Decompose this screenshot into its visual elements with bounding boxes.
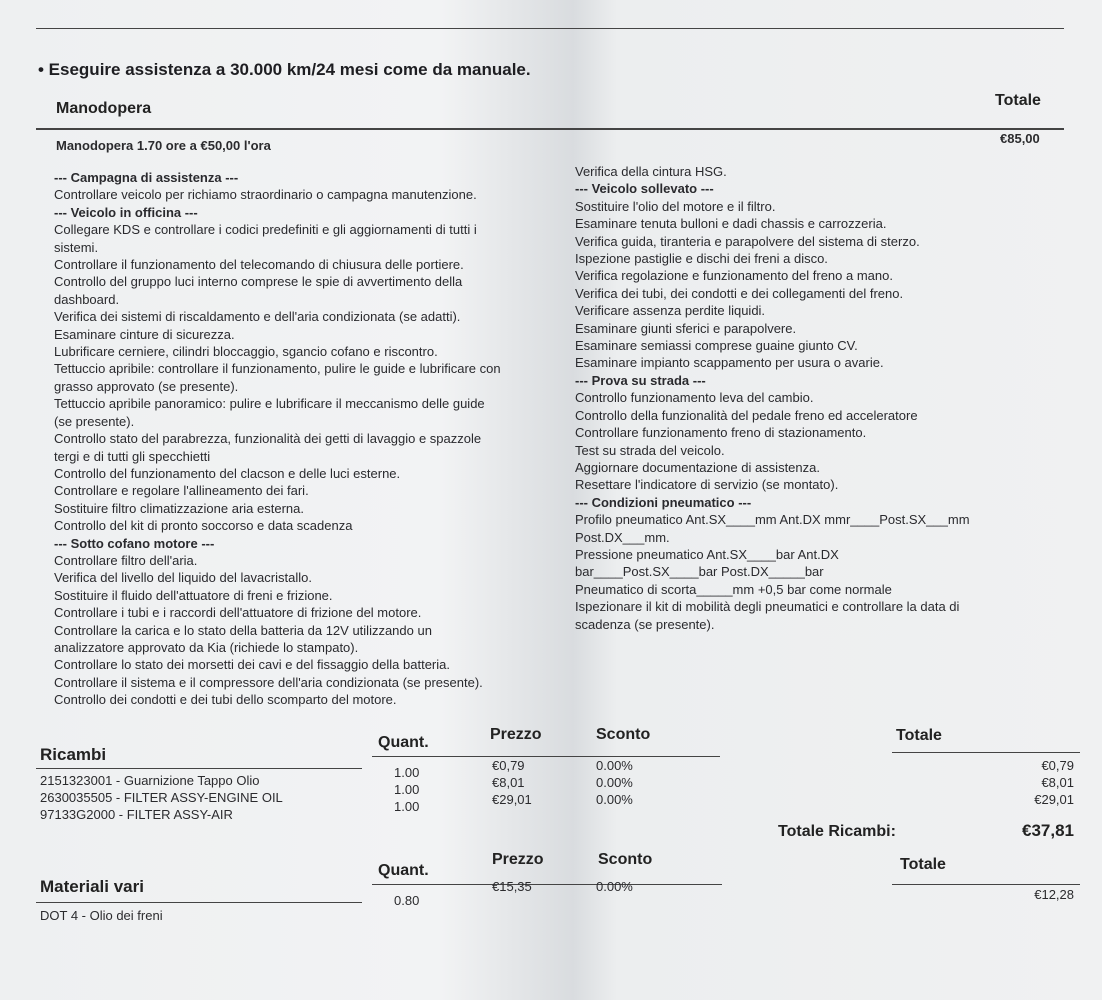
checklist-item: Verifica dei sistemi di riscaldamento e dell'aria condizionata (se adatti).: [54, 309, 461, 325]
materials-discount-column: [596, 878, 633, 895]
parts-qty-column: [394, 764, 419, 815]
parts-total-label: Totale Ricambi:: [778, 823, 896, 840]
labor-total: €85,00: [1000, 131, 1040, 146]
checklist-item: (se presente).: [54, 413, 135, 429]
materials-section-title: Materiali vari: [40, 877, 144, 896]
checklist-left-column: [54, 169, 501, 709]
checklist-item: Controllare filtro dell'aria.: [54, 552, 198, 568]
part-price: €0,79: [492, 758, 525, 773]
checklist-item: Collegare KDS e controllare i codici predefiniti e gli aggiornamenti di tutti i: [54, 222, 477, 238]
parts-col-quant: Quant.: [378, 734, 429, 751]
materials-total-column: [1034, 886, 1074, 903]
checklist-item: Verifica della cintura HSG.: [575, 164, 727, 179]
checklist-item: Ispezionare il kit di mobilità degli pneumatici e controllare la data di: [575, 599, 960, 615]
part-discount: 0.00%: [596, 775, 633, 790]
checklist-item: Tettuccio apribile panoramico: pulire e lubrificare il meccanismo delle guide: [54, 396, 485, 412]
parts-rule-mid: [372, 756, 720, 757]
part-description: 2151323001 - Guarnizione Tappo Olio: [40, 773, 260, 788]
parts-rule-right: [892, 752, 1080, 753]
checklist-section-heading: --- Sotto cofano motore ---: [54, 535, 215, 551]
top-rule: [36, 28, 1064, 29]
materials-desc-column: [40, 907, 163, 924]
part-quantity: 1.00: [394, 799, 420, 814]
parts-col-sconto: Sconto: [596, 726, 651, 743]
checklist-item: bar____Post.SX____bar Post.DX_____bar: [575, 564, 824, 580]
part-price: €29,01: [492, 792, 532, 807]
checklist-item: Controllo del gruppo luci interno comprese le spie di avvertimento della: [54, 274, 463, 290]
checklist-item: Ispezione pastiglie e dischi dei freni a disco.: [575, 251, 828, 267]
checklist-item: Post.DX___mm.: [575, 529, 670, 545]
parts-section-title: Ricambi: [40, 745, 107, 764]
checklist-item: Pressione pneumatico Ant.SX____bar Ant.DX: [575, 546, 839, 562]
checklist-item: Esaminare semiassi comprese guaine giunto CV.: [575, 338, 858, 354]
parts-total-value: €37,81: [1022, 821, 1074, 840]
checklist-item: Verifica guida, tiranteria e parapolvere del sistema di sterzo.: [575, 233, 920, 249]
checklist-item: Esaminare impianto scappamento per usura o avarie.: [575, 355, 884, 371]
part-quantity: 1.00: [394, 765, 420, 780]
checklist-item: Aggiornare documentazione di assistenza.: [575, 459, 820, 475]
parts-discount-column: [596, 757, 633, 808]
checklist-item: Controllo del funzionamento del clacson e delle luci esterne.: [54, 465, 401, 481]
labor-header-rule: [36, 128, 1064, 130]
checklist-section-heading: --- Veicolo sollevato ---: [575, 181, 714, 197]
checklist-item: Lubrificare cerniere, cilindri bloccaggio, sgancio cofano e riscontro.: [54, 344, 438, 360]
part-discount: 0.00%: [596, 792, 633, 807]
parts-col-prezzo: Prezzo: [490, 726, 542, 743]
materials-rule-right: [892, 884, 1080, 885]
checklist-item: Controllo stato del parabrezza, funzionalità dei getti di lavaggio e spazzole: [54, 431, 482, 447]
parts-total-column: [1034, 757, 1074, 808]
material-discount: 0.00%: [596, 879, 633, 894]
labor-section-label: Manodopera: [56, 100, 152, 117]
material-price: €15,35: [492, 879, 532, 894]
materials-col-totale: Totale: [900, 856, 946, 873]
checklist-item: Resettare l'indicatore di servizio (se montato).: [575, 477, 839, 493]
checklist-item: scadenza (se presente).: [575, 616, 715, 632]
materials-rule-left: [36, 902, 362, 903]
materials-col-sconto: Sconto: [598, 851, 653, 868]
checklist-item: dashboard.: [54, 291, 120, 307]
checklist-item: Controllare lo stato dei morsetti dei cavi e del fissaggio della batteria.: [54, 657, 450, 673]
checklist-item: Verificare assenza perdite liquidi.: [575, 303, 766, 319]
materials-price-column: [492, 878, 532, 895]
checklist-item: Controllo dei condotti e dei tubi dello scomparto del motore.: [54, 692, 397, 708]
checklist-section-heading: --- Condizioni pneumatico ---: [575, 494, 752, 510]
checklist-section-heading: --- Prova su strada ---: [575, 372, 706, 388]
checklist-item: sistemi.: [54, 239, 99, 255]
part-description: 97133G2000 - FILTER ASSY-AIR: [40, 807, 233, 822]
service-title: • Eseguire assistenza a 30.000 km/24 mesi come da manuale.: [38, 60, 531, 79]
parts-rule-left: [36, 768, 362, 769]
checklist-item: Sostituire filtro climatizzazione aria esterna.: [54, 500, 304, 516]
materials-col-quant: Quant.: [378, 862, 429, 879]
part-discount: 0.00%: [596, 758, 633, 773]
checklist-item: Controllare veicolo per richiamo straordinario o campagna manutenzione.: [54, 187, 477, 203]
parts-col-totale: Totale: [896, 727, 942, 744]
checklist-item: tergi e di tutti gli specchietti: [54, 448, 211, 464]
checklist-item: Controllare la carica e lo stato della batteria da 12V utilizzando un: [54, 622, 432, 638]
checklist-item: Controllare e regolare l'allineamento dei fari.: [54, 483, 309, 499]
checklist-item: Controllo funzionamento leva del cambio.: [575, 390, 814, 406]
checklist-item: Tettuccio apribile: controllare il funzionamento, pulire le guide e lubrificare con: [54, 361, 501, 377]
part-quantity: 1.00: [394, 782, 420, 797]
checklist-right-column: [575, 163, 970, 633]
part-price: €8,01: [492, 775, 525, 790]
materials-col-prezzo: Prezzo: [492, 851, 544, 868]
checklist-item: Controllare il funzionamento del telecomando di chiusura delle portiere.: [54, 257, 464, 273]
material-description: DOT 4 - Olio dei freni: [40, 908, 163, 923]
checklist-item: Esaminare cinture di sicurezza.: [54, 326, 235, 342]
checklist-item: Controllare funzionamento freno di stazionamento.: [575, 425, 867, 441]
part-total: €8,01: [1041, 775, 1074, 790]
part-total: €29,01: [1034, 792, 1074, 807]
checklist-item: Verifica regolazione e funzionamento del freno a mano.: [575, 268, 893, 284]
checklist-item: Controllo del kit di pronto soccorso e data scadenza: [54, 518, 353, 534]
checklist-item: Controllare i tubi e i raccordi dell'attuatore di frizione del motore.: [54, 605, 422, 621]
part-description: 2630035505 - FILTER ASSY-ENGINE OIL: [40, 790, 283, 805]
checklist-item: analizzatore approvato da Kia (richiede lo stampato).: [54, 639, 359, 655]
part-total: €0,79: [1041, 758, 1074, 773]
checklist-item: Pneumatico di scorta_____mm +0,5 bar come normale: [575, 581, 892, 597]
checklist-item: Sostituire l'olio del motore e il filtro.: [575, 198, 776, 214]
material-quantity: 0.80: [394, 893, 420, 908]
checklist-item: Test su strada del veicolo.: [575, 442, 725, 458]
checklist-item: Controllo della funzionalità del pedale freno ed acceleratore: [575, 407, 918, 423]
labor-total-header: Totale: [995, 92, 1041, 109]
labor-line: Manodopera 1.70 ore a €50,00 l'ora: [56, 138, 271, 153]
checklist-section-heading: --- Veicolo in officina ---: [54, 204, 198, 220]
checklist-item: Esaminare tenuta bulloni e dadi chassis e carrozzeria.: [575, 216, 887, 232]
checklist-item: Esaminare giunti sferici e parapolvere.: [575, 320, 797, 336]
parts-price-column: [492, 757, 532, 808]
checklist-item: Verifica dei tubi, dei condotti e dei collegamenti del freno.: [575, 285, 904, 301]
materials-rule-mid: [372, 884, 722, 885]
materials-qty-column: [394, 892, 419, 909]
checklist-item: Sostituire il fluido dell'attuatore di freni e frizione.: [54, 587, 333, 603]
checklist-section-heading: --- Campagna di assistenza ---: [54, 170, 239, 185]
parts-desc-column: [40, 772, 283, 823]
checklist-item: grasso approvato (se presente).: [54, 378, 239, 394]
material-total: €12,28: [1034, 887, 1074, 902]
checklist-item: Verifica del livello del liquido del lavacristallo.: [54, 570, 312, 586]
checklist-item: Controllare il sistema e il compressore dell'aria condizionata (se presente).: [54, 674, 483, 690]
checklist-item: Profilo pneumatico Ant.SX____mm Ant.DX mmr____Post.SX___mm: [575, 512, 970, 528]
